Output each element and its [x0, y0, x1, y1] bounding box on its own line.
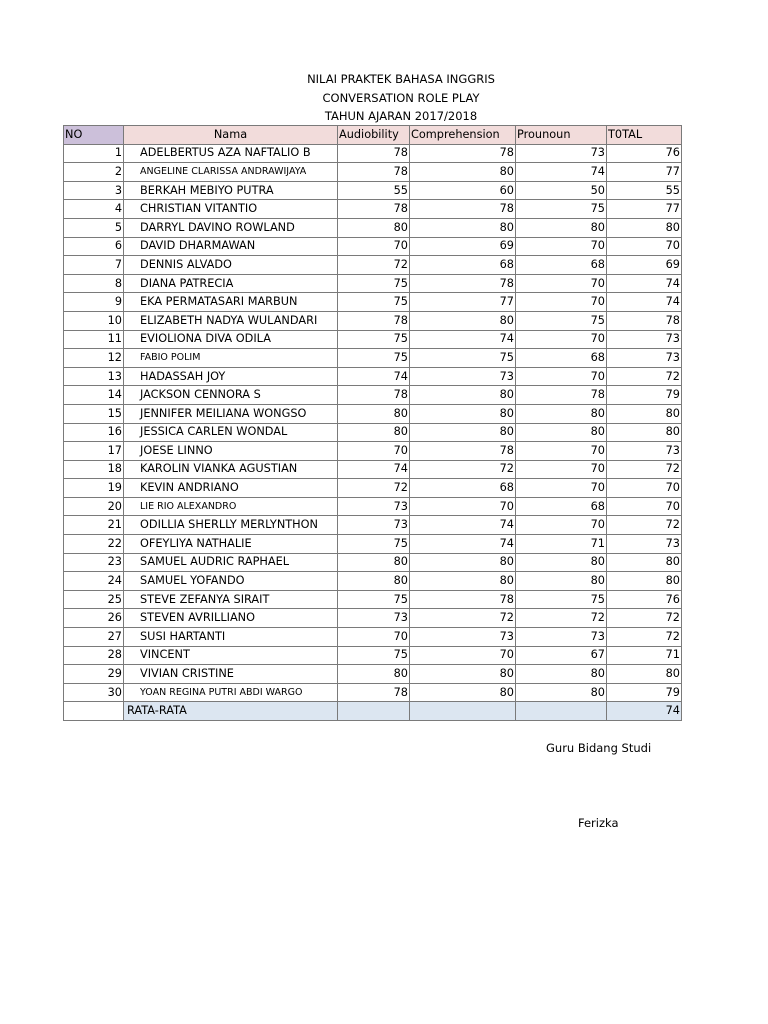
cell-audibility: 55 — [338, 181, 410, 200]
cell-comprehension: 78 — [410, 442, 516, 461]
cell-audibility: 72 — [338, 256, 410, 275]
cell-nama: CHRISTIAN VITANTIO — [124, 200, 338, 219]
cell-total: 73 — [607, 535, 682, 554]
cell-pronoun: 70 — [516, 460, 607, 479]
cell-pronoun: 70 — [516, 516, 607, 535]
column-header-comprehension: Comprehension — [410, 126, 516, 145]
cell-nama: DIANA PATRECIA — [124, 274, 338, 293]
cell-total: 71 — [607, 646, 682, 665]
cell-no: 9 — [64, 293, 124, 312]
cell-total: 72 — [607, 516, 682, 535]
cell-pronoun: 50 — [516, 181, 607, 200]
cell-total: 80 — [607, 572, 682, 591]
table-row — [64, 274, 682, 293]
cell-pronoun: 80 — [516, 572, 607, 591]
cell-audibility: 75 — [338, 349, 410, 368]
table-row — [64, 442, 682, 461]
cell-audibility: 73 — [338, 516, 410, 535]
cell-audibility: 80 — [338, 404, 410, 423]
title-line-2: CONVERSATION ROLE PLAY — [322, 90, 480, 105]
cell-nama: DAVID DHARMAWAN — [124, 237, 338, 256]
cell-pronoun: 74 — [516, 163, 607, 182]
cell-comprehension: 72 — [410, 609, 516, 628]
column-header-total: T0TAL — [607, 126, 682, 145]
cell-comprehension: 69 — [410, 237, 516, 256]
cell-nama: JESSICA CARLEN WONDAL — [124, 423, 338, 442]
table-row — [64, 144, 682, 163]
cell-total: 72 — [607, 460, 682, 479]
cell-no: 8 — [64, 274, 124, 293]
header-row — [64, 126, 682, 145]
title-line-3: TAHUN AJARAN 2017/2018 — [324, 109, 478, 123]
cell-no: 10 — [64, 311, 124, 330]
column-header-audibility: Audiobility — [338, 126, 410, 145]
cell-nama: FABIO POLIM — [124, 349, 338, 368]
column-header-nama: Nama — [124, 126, 338, 145]
cell-no: 7 — [64, 256, 124, 275]
cell-comprehension: 73 — [410, 367, 516, 386]
cell-no: 21 — [64, 516, 124, 535]
cell-no: 24 — [64, 572, 124, 591]
cell-pronoun: 73 — [516, 144, 607, 163]
cell-no: 5 — [64, 218, 124, 237]
column-header-no: NO — [64, 126, 124, 145]
table-row — [64, 479, 682, 498]
cell-comprehension: 80 — [410, 572, 516, 591]
cell-total: 76 — [607, 590, 682, 609]
cell-comprehension: 80 — [410, 683, 516, 702]
cell-pronoun: 80 — [516, 404, 607, 423]
cell-pronoun: 80 — [516, 665, 607, 684]
cell-pronoun: 80 — [516, 218, 607, 237]
title-line-1: NILAI PRAKTEK BAHASA INGGRIS — [307, 72, 495, 86]
average-audibility-cell — [338, 702, 410, 721]
cell-audibility: 75 — [338, 535, 410, 554]
cell-audibility: 78 — [338, 163, 410, 182]
cell-no: 12 — [64, 349, 124, 368]
cell-nama: VINCENT — [124, 646, 338, 665]
cell-audibility: 80 — [338, 572, 410, 591]
cell-comprehension: 78 — [410, 200, 516, 219]
table-row — [64, 200, 682, 219]
table-row — [64, 665, 682, 684]
cell-no: 11 — [64, 330, 124, 349]
cell-audibility: 80 — [338, 218, 410, 237]
cell-total: 74 — [607, 274, 682, 293]
cell-no: 29 — [64, 665, 124, 684]
table-row — [64, 404, 682, 423]
cell-comprehension: 70 — [410, 497, 516, 516]
cell-no: 4 — [64, 200, 124, 219]
table-row — [64, 386, 682, 405]
table-row — [64, 628, 682, 647]
table-row — [64, 163, 682, 182]
cell-total: 72 — [607, 628, 682, 647]
cell-nama: STEVEN AVRILLIANO — [124, 609, 338, 628]
cell-nama: ELIZABETH NADYA WULANDARI — [124, 311, 338, 330]
cell-nama: SUSI HARTANTI — [124, 628, 338, 647]
cell-pronoun: 80 — [516, 683, 607, 702]
table-row — [64, 460, 682, 479]
table-row — [64, 516, 682, 535]
cell-no: 22 — [64, 535, 124, 554]
cell-total: 79 — [607, 386, 682, 405]
cell-comprehension: 74 — [410, 535, 516, 554]
cell-pronoun: 80 — [516, 423, 607, 442]
cell-pronoun: 71 — [516, 535, 607, 554]
cell-no: 27 — [64, 628, 124, 647]
cell-no: 20 — [64, 497, 124, 516]
cell-no: 28 — [64, 646, 124, 665]
cell-nama: ADELBERTUS AZA NAFTALIO B — [124, 144, 338, 163]
cell-total: 80 — [607, 218, 682, 237]
cell-comprehension: 78 — [410, 274, 516, 293]
cell-pronoun: 68 — [516, 256, 607, 275]
cell-comprehension: 80 — [410, 423, 516, 442]
cell-pronoun: 73 — [516, 628, 607, 647]
cell-total: 80 — [607, 404, 682, 423]
cell-no: 30 — [64, 683, 124, 702]
cell-comprehension: 75 — [410, 349, 516, 368]
average-label: RATA-RATA — [124, 702, 338, 721]
cell-nama: OFEYLIYA NATHALIE — [124, 535, 338, 554]
cell-no: 2 — [64, 163, 124, 182]
cell-nama: STEVE ZEFANYA SIRAIT — [124, 590, 338, 609]
cell-pronoun: 70 — [516, 479, 607, 498]
cell-pronoun: 70 — [516, 330, 607, 349]
cell-audibility: 70 — [338, 628, 410, 647]
cell-nama: JENNIFER MEILIANA WONGSO — [124, 404, 338, 423]
cell-pronoun: 75 — [516, 590, 607, 609]
cell-nama: SAMUEL AUDRIC RAPHAEL — [124, 553, 338, 572]
cell-comprehension: 68 — [410, 479, 516, 498]
table-row — [64, 330, 682, 349]
cell-nama: KEVIN ANDRIANO — [124, 479, 338, 498]
table-row — [64, 293, 682, 312]
cell-total: 69 — [607, 256, 682, 275]
cell-audibility: 80 — [338, 553, 410, 572]
cell-no: 18 — [64, 460, 124, 479]
column-header-pronoun: Prounoun — [516, 126, 607, 145]
cell-comprehension: 80 — [410, 665, 516, 684]
grade-rows — [64, 144, 682, 702]
cell-comprehension: 72 — [410, 460, 516, 479]
cell-pronoun: 70 — [516, 293, 607, 312]
cell-no: 26 — [64, 609, 124, 628]
average-pronoun-cell — [516, 702, 607, 721]
cell-total: 79 — [607, 683, 682, 702]
cell-no: 19 — [64, 479, 124, 498]
average-comprehension-cell — [410, 702, 516, 721]
cell-nama: DENNIS ALVADO — [124, 256, 338, 275]
cell-pronoun: 72 — [516, 609, 607, 628]
cell-nama: VIVIAN CRISTINE — [124, 665, 338, 684]
table-row — [64, 497, 682, 516]
table-row — [64, 553, 682, 572]
cell-no: 1 — [64, 144, 124, 163]
cell-total: 74 — [607, 293, 682, 312]
table-row — [64, 181, 682, 200]
cell-pronoun: 68 — [516, 349, 607, 368]
cell-total: 80 — [607, 553, 682, 572]
cell-nama: ODILLIA SHERLLY MERLYNTHON — [124, 516, 338, 535]
cell-comprehension: 70 — [410, 646, 516, 665]
cell-nama: HADASSAH JOY — [124, 367, 338, 386]
cell-total: 72 — [607, 367, 682, 386]
cell-audibility: 78 — [338, 144, 410, 163]
cell-comprehension: 80 — [410, 386, 516, 405]
table-row — [64, 590, 682, 609]
cell-no: 25 — [64, 590, 124, 609]
cell-no: 23 — [64, 553, 124, 572]
cell-total: 73 — [607, 349, 682, 368]
cell-nama: EKA PERMATASARI MARBUN — [124, 293, 338, 312]
cell-no: 6 — [64, 237, 124, 256]
cell-audibility: 70 — [338, 237, 410, 256]
cell-audibility: 72 — [338, 479, 410, 498]
table-row — [64, 535, 682, 554]
cell-audibility: 75 — [338, 330, 410, 349]
cell-comprehension: 80 — [410, 404, 516, 423]
cell-nama: ANGELINE CLARISSA ANDRAWIJAYA — [124, 163, 338, 182]
table-row — [64, 609, 682, 628]
cell-no: 15 — [64, 404, 124, 423]
cell-nama: YOAN REGINA PUTRI ABDI WARGO — [124, 683, 338, 702]
cell-audibility: 78 — [338, 311, 410, 330]
cell-audibility: 75 — [338, 646, 410, 665]
cell-total: 70 — [607, 479, 682, 498]
cell-audibility: 78 — [338, 386, 410, 405]
average-row — [64, 702, 682, 721]
cell-total: 80 — [607, 423, 682, 442]
cell-no: 13 — [64, 367, 124, 386]
cell-comprehension: 78 — [410, 590, 516, 609]
cell-audibility: 73 — [338, 497, 410, 516]
cell-pronoun: 70 — [516, 274, 607, 293]
teacher-name: Ferizka — [578, 816, 619, 830]
cell-total: 55 — [607, 181, 682, 200]
cell-audibility: 78 — [338, 200, 410, 219]
table-row — [64, 237, 682, 256]
cell-comprehension: 68 — [410, 256, 516, 275]
cell-comprehension: 77 — [410, 293, 516, 312]
cell-nama: JACKSON CENNORA S — [124, 386, 338, 405]
cell-total: 77 — [607, 200, 682, 219]
cell-total: 77 — [607, 163, 682, 182]
cell-audibility: 75 — [338, 590, 410, 609]
table-row — [64, 367, 682, 386]
cell-comprehension: 60 — [410, 181, 516, 200]
table-row — [64, 572, 682, 591]
cell-pronoun: 75 — [516, 200, 607, 219]
average-total: 74 — [607, 702, 682, 721]
cell-audibility: 80 — [338, 665, 410, 684]
cell-pronoun: 80 — [516, 553, 607, 572]
cell-nama: BERKAH MEBIYO PUTRA — [124, 181, 338, 200]
cell-total: 76 — [607, 144, 682, 163]
cell-pronoun: 75 — [516, 311, 607, 330]
cell-audibility: 75 — [338, 293, 410, 312]
grades-table — [63, 125, 682, 721]
cell-pronoun: 78 — [516, 386, 607, 405]
cell-no: 16 — [64, 423, 124, 442]
cell-no: 17 — [64, 442, 124, 461]
cell-comprehension: 80 — [410, 553, 516, 572]
cell-pronoun: 68 — [516, 497, 607, 516]
cell-comprehension: 74 — [410, 330, 516, 349]
cell-audibility: 70 — [338, 442, 410, 461]
table-row — [64, 311, 682, 330]
cell-pronoun: 67 — [516, 646, 607, 665]
cell-audibility: 80 — [338, 423, 410, 442]
cell-total: 73 — [607, 442, 682, 461]
cell-comprehension: 80 — [410, 311, 516, 330]
cell-no: 3 — [64, 181, 124, 200]
document-title — [0, 70, 768, 126]
cell-nama: LIE RIO ALEXANDRO — [124, 497, 338, 516]
cell-audibility: 74 — [338, 367, 410, 386]
cell-total: 73 — [607, 330, 682, 349]
cell-audibility: 74 — [338, 460, 410, 479]
cell-audibility: 75 — [338, 274, 410, 293]
cell-total: 80 — [607, 665, 682, 684]
cell-pronoun: 70 — [516, 442, 607, 461]
cell-total: 78 — [607, 311, 682, 330]
cell-nama: EVIOLIONA DIVA ODILA — [124, 330, 338, 349]
cell-pronoun: 70 — [516, 237, 607, 256]
cell-comprehension: 73 — [410, 628, 516, 647]
table-row — [64, 683, 682, 702]
cell-nama: SAMUEL YOFANDO — [124, 572, 338, 591]
cell-comprehension: 78 — [410, 144, 516, 163]
average-blank-cell — [64, 702, 124, 721]
cell-audibility: 73 — [338, 609, 410, 628]
cell-audibility: 78 — [338, 683, 410, 702]
cell-comprehension: 74 — [410, 516, 516, 535]
cell-comprehension: 80 — [410, 218, 516, 237]
cell-total: 72 — [607, 609, 682, 628]
teacher-role-label: Guru Bidang Studi — [546, 741, 652, 755]
table-row — [64, 646, 682, 665]
cell-nama: JOESE LINNO — [124, 442, 338, 461]
table-row — [64, 423, 682, 442]
cell-comprehension: 80 — [410, 163, 516, 182]
cell-total: 70 — [607, 497, 682, 516]
cell-nama: DARRYL DAVINO ROWLAND — [124, 218, 338, 237]
cell-nama: KAROLIN VIANKA AGUSTIAN — [124, 460, 338, 479]
cell-total: 70 — [607, 237, 682, 256]
table-row — [64, 349, 682, 368]
table-row — [64, 256, 682, 275]
table-row — [64, 218, 682, 237]
cell-pronoun: 70 — [516, 367, 607, 386]
cell-no: 14 — [64, 386, 124, 405]
